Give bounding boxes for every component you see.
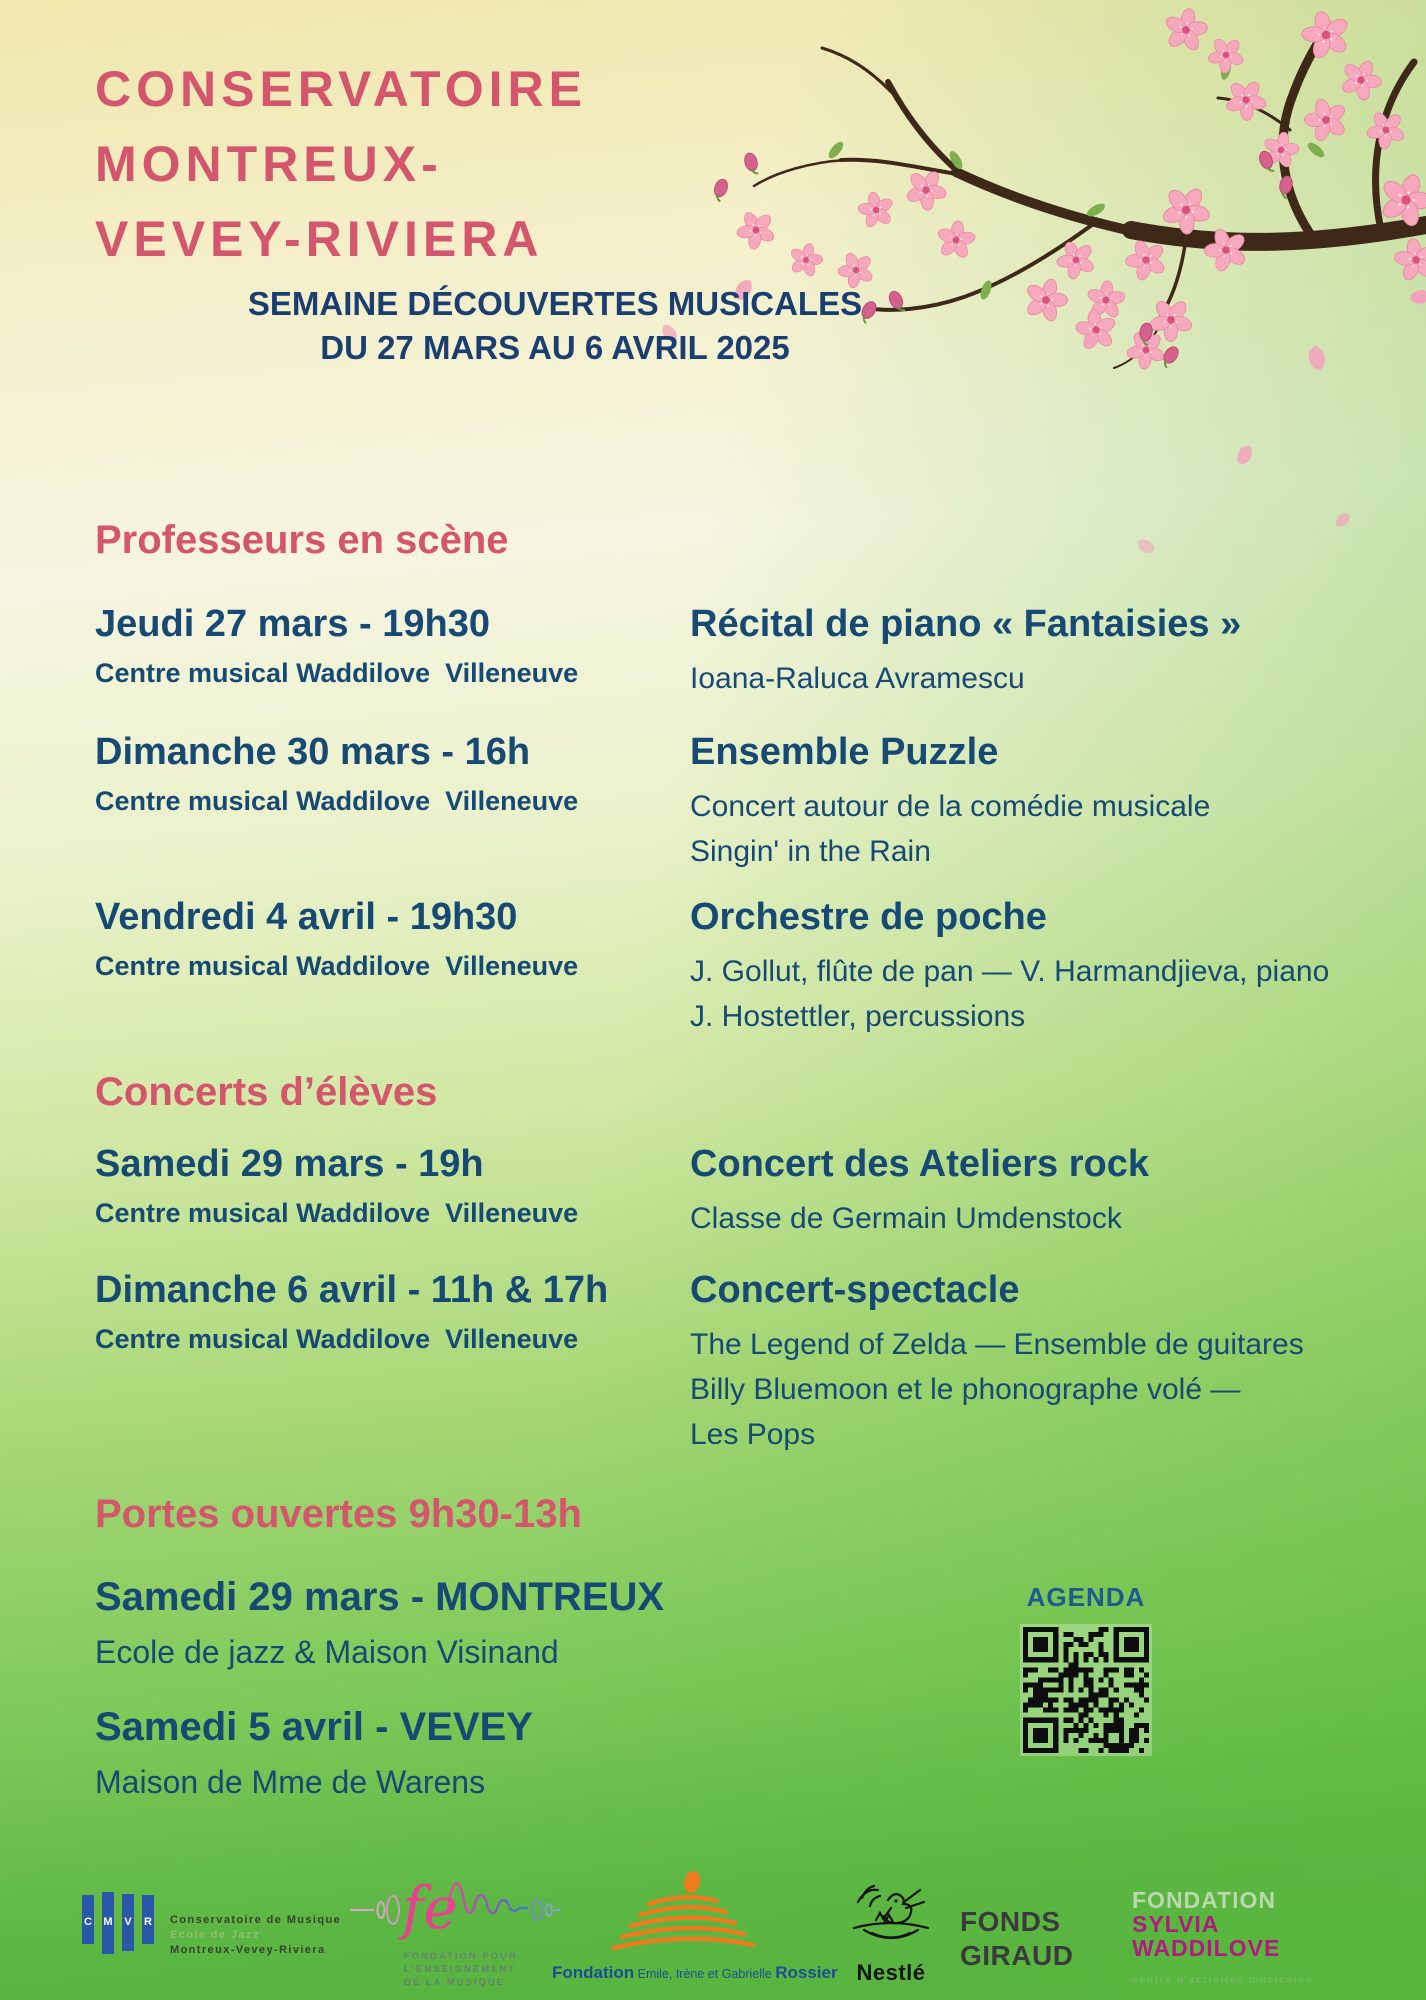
fondation-waddilove-logo	[1132, 1888, 1313, 1992]
event-venue: Centre musical Waddilove Villeneuve	[95, 658, 579, 688]
waddilove-line: SYLVIA	[1132, 1911, 1220, 1937]
event-detail: Singin' in the Rain	[690, 835, 931, 868]
cmvr-logo	[80, 1892, 370, 1962]
section-heading-concerts-eleves: Concerts d’élèves	[95, 1070, 438, 1114]
title-line: CONSERVATOIRE	[95, 61, 587, 117]
event-detail: Billy Bluemoon et le phonographe volé —	[690, 1373, 1241, 1406]
event-right	[690, 1266, 1400, 1457]
event-detail: The Legend of Zelda — Ensemble de guitares	[690, 1328, 1304, 1361]
subtitle-line: SEMAINE DÉCOUVERTES MUSICALES	[247, 285, 863, 322]
event-detail: J. Gollut, flûte de pan — V. Harmandjieva, piano	[690, 955, 1330, 988]
fem-caption-line: FONDATION POUR	[404, 1951, 518, 1962]
event-detail: Ioana-Raluca Avramescu	[690, 662, 1025, 695]
event-row	[95, 600, 1400, 701]
event-row	[95, 728, 1400, 874]
open-day-venue: Ecole de jazz & Maison Visinand	[95, 1634, 559, 1670]
title-line: MONTREUX-	[95, 136, 443, 192]
event-row	[95, 1140, 1400, 1241]
event-title: Ensemble Puzzle	[690, 731, 999, 773]
event-detail: J. Hostettler, percussions	[690, 1000, 1026, 1033]
event-row	[95, 893, 1400, 1039]
event-title: Orchestre de poche	[690, 896, 1047, 938]
fem-caption	[404, 1950, 518, 1989]
fonds-giraud-logo	[960, 1905, 1073, 1973]
event-detail: Classe de Germain Umdenstock	[690, 1202, 1122, 1235]
qr-code	[1020, 1624, 1152, 1756]
event-right	[690, 728, 1400, 874]
svg-text:fe: fe	[402, 1874, 458, 1942]
waddilove-caption: centre d'activités musicales	[1132, 1974, 1314, 1986]
cmvr-logo-text	[170, 1913, 341, 1958]
rossier-arcs-icon	[552, 1868, 814, 1960]
event-left	[95, 728, 690, 874]
giraud-line: FONDS	[960, 1906, 1061, 1937]
event-date: Vendredi 4 avril - 19h30	[95, 896, 518, 938]
rossier-word: Emile, Irène et Gabrielle	[634, 1967, 776, 1981]
event-venue: Centre musical Waddilove Villeneuve	[95, 1198, 579, 1228]
event-date: Dimanche 6 avril - 11h & 17h	[95, 1269, 609, 1311]
title-line: VEVEY-RIVIERA	[95, 211, 544, 267]
event-venue: Centre musical Waddilove Villeneuve	[95, 951, 579, 981]
page-title	[95, 52, 587, 277]
nestle-wordmark: Nestlé	[856, 1960, 926, 1985]
subtitle-line: DU 27 MARS AU 6 AVRIL 2025	[320, 329, 790, 366]
fem-caption-line: DE LA MUSIQUE	[404, 1977, 506, 1988]
event-date: Dimanche 30 mars - 16h	[95, 731, 531, 773]
section-heading-portes-ouvertes: Portes ouvertes 9h30-13h	[95, 1492, 582, 1536]
rossier-caption	[552, 1963, 838, 1983]
nestle-nest-icon	[836, 1868, 946, 1958]
event-left	[95, 1266, 690, 1457]
waddilove-line: WADDILOVE	[1132, 1935, 1281, 1961]
cmvr-letter: M	[103, 1916, 113, 1928]
open-day-item	[95, 1702, 533, 1801]
event-week-subtitle	[150, 282, 960, 370]
event-venue: Centre musical Waddilove Villeneuve	[95, 1324, 579, 1354]
cmvr-letter: V	[124, 1916, 132, 1928]
event-title: Concert des Ateliers rock	[690, 1143, 1149, 1185]
event-date: Samedi 29 mars - 19h	[95, 1143, 484, 1185]
event-date: Jeudi 27 mars - 19h30	[95, 603, 490, 645]
open-day-venue: Maison de Mme de Warens	[95, 1764, 486, 1800]
agenda-label: AGENDA	[1026, 1582, 1146, 1612]
giraud-line: GIRAUD	[960, 1940, 1074, 1971]
fem-caption-line: L'ENSEIGNEMENT	[404, 1964, 517, 1975]
fem-logo	[348, 1862, 563, 1987]
fondation-rossier-logo	[552, 1868, 838, 1993]
nestle-logo	[836, 1868, 946, 1988]
cmvr-letter: R	[144, 1916, 152, 1928]
section-heading-professeurs: Professeurs en scène	[95, 518, 509, 562]
event-title: Concert-spectacle	[690, 1269, 1020, 1311]
event-row	[95, 1266, 1400, 1457]
event-venue: Centre musical Waddilove Villeneuve	[95, 786, 579, 816]
cmvr-letter: C	[84, 1916, 92, 1928]
rossier-word: Fondation	[552, 1963, 635, 1982]
event-left	[95, 600, 690, 701]
event-left	[95, 1140, 690, 1241]
event-right	[690, 1140, 1400, 1241]
event-title: Récital de piano « Fantaisies »	[690, 603, 1242, 645]
open-day-date: Samedi 29 mars - MONTREUX	[95, 1575, 665, 1619]
cmvr-line: Ecole de Jazz	[170, 1929, 260, 1941]
waddilove-line: FONDATION	[1132, 1887, 1277, 1913]
event-detail: Concert autour de la comédie musicale	[690, 790, 1211, 823]
fem-waveform-icon	[348, 1862, 563, 1947]
rossier-word: Rossier	[775, 1963, 838, 1982]
cmvr-line: Montreux-Vevey-Riviera	[170, 1944, 326, 1956]
event-right	[690, 893, 1400, 1039]
event-left	[95, 893, 690, 1039]
open-day-date: Samedi 5 avril - VEVEY	[95, 1705, 533, 1749]
qr-code-pattern	[1023, 1627, 1149, 1753]
event-right	[690, 600, 1400, 701]
cmvr-line: Conservatoire de Musique	[170, 1914, 342, 1926]
open-day-item	[95, 1572, 664, 1671]
event-detail: Les Pops	[690, 1418, 816, 1451]
